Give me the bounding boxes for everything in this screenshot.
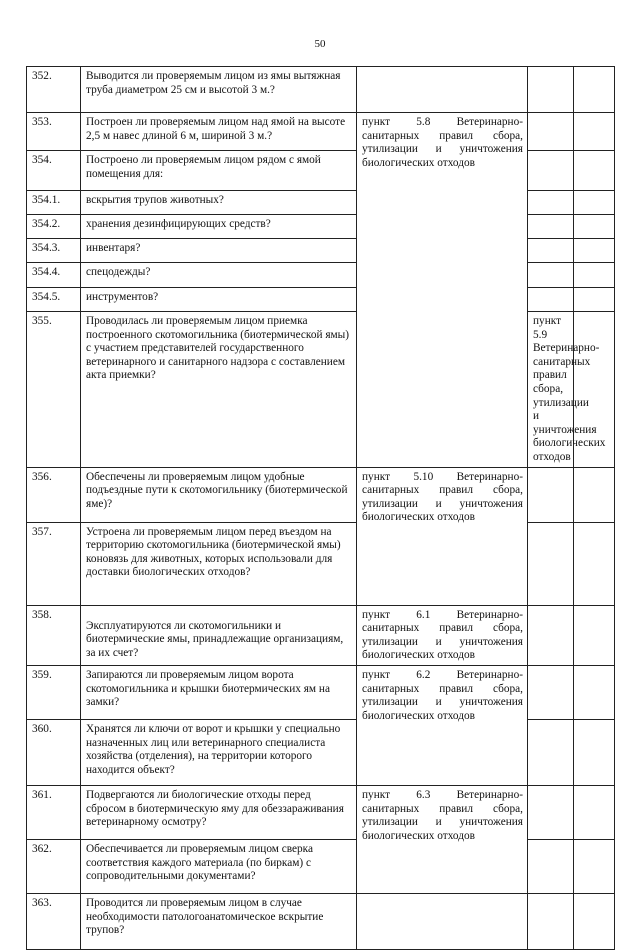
row-number: 355. (27, 312, 81, 468)
row-number: 363. (27, 893, 81, 949)
answer-yes-cell[interactable] (528, 113, 574, 151)
table-row (27, 67, 615, 113)
question-text: вскрытия трупов животных? (81, 191, 357, 215)
question-text: Эксплуатируются ли скотомогильники и биотермические ямы, принадлежащие организациям, за их счет? (81, 605, 357, 665)
answer-yes-cell[interactable] (528, 151, 574, 191)
legal-reference: пункт 6.1 Ветеринарно-санитарных правил сбора, утилизации и уничтожения биологических отходов (357, 605, 528, 665)
answer-yes-cell[interactable] (528, 67, 574, 113)
table-row (27, 785, 615, 839)
answer-no-cell[interactable] (574, 151, 615, 191)
answer-no-cell[interactable] (574, 605, 615, 665)
question-text: Обеспечивается ли проверяемым лицом сверка соответствия каждого материала (по биркам) с сопроводительными документами? (81, 839, 357, 893)
row-number: 352. (27, 67, 81, 113)
answer-yes-cell[interactable] (528, 785, 574, 839)
row-number: 354.5. (27, 288, 81, 312)
answer-no-cell[interactable] (574, 263, 615, 288)
answer-yes-cell[interactable] (528, 665, 574, 719)
answer-no-cell[interactable] (574, 191, 615, 215)
answer-no-cell[interactable] (574, 839, 615, 893)
answer-no-cell[interactable] (574, 67, 615, 113)
row-number: 361. (27, 785, 81, 839)
answer-no-cell[interactable] (574, 893, 615, 949)
answer-yes-cell[interactable] (528, 467, 574, 522)
question-text: Устроена ли проверяемым лицом перед въездом на территорию скотомогильника (биотермической ямы) коновязь для животных, которых использовали для доставки биологических отходов? (81, 522, 357, 605)
table-row (27, 893, 615, 949)
row-number: 362. (27, 839, 81, 893)
legal-reference: пункт 5.8 Ветеринарно-санитарных правил сбора, утилизации и уничтожения биологических отходов (357, 113, 528, 468)
row-number: 356. (27, 467, 81, 522)
legal-reference (357, 893, 528, 949)
row-number: 354.3. (27, 239, 81, 263)
table-row (27, 665, 615, 719)
question-text: Построено ли проверяемым лицом рядом с ямой помещения для: (81, 151, 357, 191)
answer-no-cell[interactable] (574, 239, 615, 263)
question-text: Обеспечены ли проверяемым лицом удобные подъездные пути к скотомогильнику (биотермической яме)? (81, 467, 357, 522)
answer-yes-cell[interactable] (528, 191, 574, 215)
legal-reference: пункт 5.9 Ветеринарно-санитарных правил сбора, утилизации и уничтожения биологических отходов (528, 312, 574, 468)
answer-no-cell[interactable] (574, 522, 615, 605)
row-number: 358. (27, 605, 81, 665)
question-text: Проводилась ли проверяемым лицом приемка построенного скотомогильника (биотермической ямы) с участием представителей государственного ветеринарного и санитарного надзора с составлением акта приемки? (81, 312, 357, 468)
row-number: 360. (27, 719, 81, 785)
answer-yes-cell[interactable] (528, 522, 574, 605)
row-number: 359. (27, 665, 81, 719)
answer-no-cell[interactable] (574, 215, 615, 239)
legal-reference: пункт 6.3 Ветеринарно-санитарных правил сбора, утилизации и уничтожения биологических отходов (357, 785, 528, 893)
table-row (27, 605, 615, 665)
answer-no-cell[interactable] (574, 467, 615, 522)
answer-yes-cell[interactable] (528, 215, 574, 239)
question-text: инструментов? (81, 288, 357, 312)
table-row (27, 467, 615, 522)
question-text: Запираются ли проверяемым лицом ворота скотомогильника и крышки биотермических ям на замки? (81, 665, 357, 719)
answer-yes-cell[interactable] (528, 288, 574, 312)
table-row (27, 113, 615, 151)
answer-yes-cell[interactable] (528, 719, 574, 785)
row-number: 354.1. (27, 191, 81, 215)
checklist-table (26, 66, 615, 950)
answer-no-cell[interactable] (574, 113, 615, 151)
legal-reference: пункт 6.2 Ветеринарно-санитарных правил сбора, утилизации и уничтожения биологических отходов (357, 665, 528, 785)
question-text: Проводится ли проверяемым лицом в случае необходимости патологоанатомическое вскрытие трупов? (81, 893, 357, 949)
question-text: Построен ли проверяемым лицом над ямой на высоте 2,5 м навес длиной 6 м, шириной 3 м.? (81, 113, 357, 151)
legal-reference (357, 67, 528, 113)
page-number: 50 (314, 38, 326, 50)
row-number: 354.2. (27, 215, 81, 239)
answer-no-cell[interactable] (574, 785, 615, 839)
question-text: спецодежды? (81, 263, 357, 288)
question-text: хранения дезинфицирующих средств? (81, 215, 357, 239)
answer-yes-cell[interactable] (528, 839, 574, 893)
question-text: Хранятся ли ключи от ворот и крышки у специально назначенных лиц или ветеринарного специалиста хозяйства (отделения), на территории которого находится объект? (81, 719, 357, 785)
legal-reference: пункт 5.10 Ветеринарно-санитарных правил сбора, утилизации и уничтожения биологических отходов (357, 467, 528, 605)
row-number: 354. (27, 151, 81, 191)
row-number: 357. (27, 522, 81, 605)
answer-no-cell[interactable] (574, 665, 615, 719)
answer-yes-cell[interactable] (528, 263, 574, 288)
answer-no-cell[interactable] (574, 719, 615, 785)
answer-yes-cell[interactable] (528, 605, 574, 665)
question-text: Выводится ли проверяемым лицом из ямы вытяжная труба диаметром 25 см и высотой 3 м.? (81, 67, 357, 113)
answer-no-cell[interactable] (574, 288, 615, 312)
question-text: Подвергаются ли биологические отходы перед сбросом в биотермическую яму для обеззараживания ветеринарному осмотру? (81, 785, 357, 839)
row-number: 354.4. (27, 263, 81, 288)
row-number: 353. (27, 113, 81, 151)
answer-yes-cell[interactable] (528, 893, 574, 949)
question-text: инвентаря? (81, 239, 357, 263)
answer-yes-cell[interactable] (528, 239, 574, 263)
